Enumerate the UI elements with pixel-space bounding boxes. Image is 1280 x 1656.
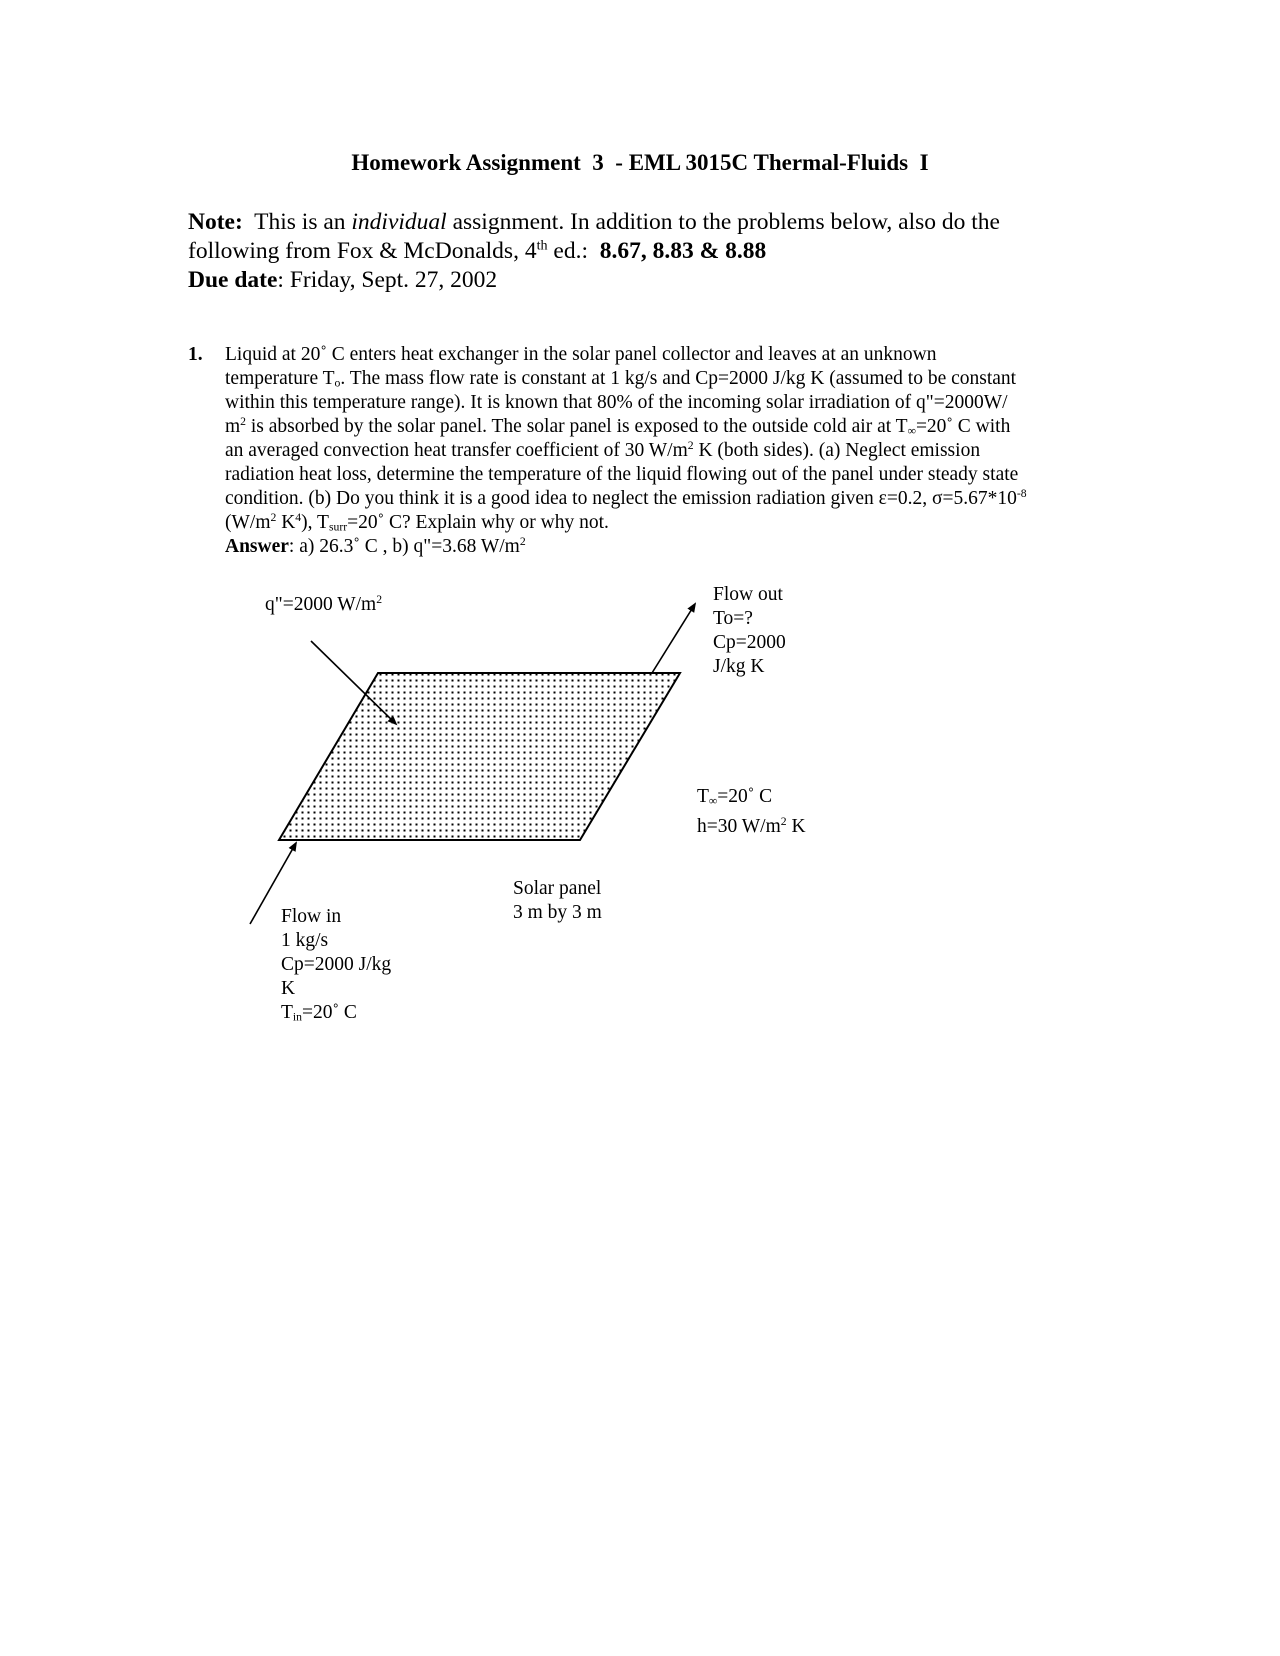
note-line-2: following from Fox & McDonalds, 4th ed.: 8.67, 8.83 & 8.88	[188, 237, 767, 264]
page-title: Homework Assignment 3 - EML 3015C Thermal-Fluids I	[351, 150, 929, 175]
irradiation-label: q"=2000 $W/m^2$	[265, 592, 383, 615]
problem-list: 8.67, 8.83 & 8.88	[599, 238, 767, 264]
note-label: Note:	[188, 209, 243, 235]
panel-label: Solar panel 3 m by 3 m	[513, 878, 602, 923]
solar-panel-shape	[279, 673, 680, 840]
problem-number: 1.	[188, 344, 203, 365]
problem-statement: Liquid at 20˚ C enters heat exchanger in the solar panel collector and leaves at an unknown temperature $T_o$. The mass flow rate is constant at 1 kg/s and Cp=2000 J/kg K (assumed to be constant within this temperature range). It is known that 80% of the incoming solar irradiation of q"=2000W/ $m^2$ is absorbed by the solar panel. The solar panel is exposed to the outside cold air at $T_\infty=20˚$ C with an averaged convection heat transfer coefficient of 30 $W/m^2$ K (both sides). (a) Neglect emission radiation heat loss, determine the temperature of the liquid flowing out of the panel under steady state condition. (b) Do you think it is a good idea to neglect the emission radiation given ε=0.2, $\sigma=5.67*10^{-8}$ ($W/m^2$ $K^4$), $T_{surr}=20˚$ C? Explain why or why not. Answer: a) 26.3˚ C , b) q"=3.68 $W/m^2$	[225, 343, 1085, 559]
flow-out-label: Flow out To=? Cp=2000 J/kg K	[713, 584, 786, 677]
due-label: Due date	[188, 267, 278, 293]
note-line-1: Note: This is an individual assignment. In addition to the problems below, also do the	[188, 209, 1000, 235]
flow-in-label: Flow in 1 kg/s Cp=2000 J/kg K $T_{in}=20˚$ C	[281, 906, 392, 1024]
answer-label: Answer	[225, 536, 289, 557]
due-value: : Friday, Sept. 27, 2002	[277, 267, 498, 293]
ambient-label: $T_\infty=20˚$ C h=30 $W/m^2$ K	[697, 786, 806, 837]
flow-out-arrow	[652, 604, 695, 673]
note-emphasis: individual	[351, 209, 447, 235]
answer-line: Answer: a) 26.3˚ C , b) q"=3.68 $W/m^2$	[225, 534, 526, 557]
